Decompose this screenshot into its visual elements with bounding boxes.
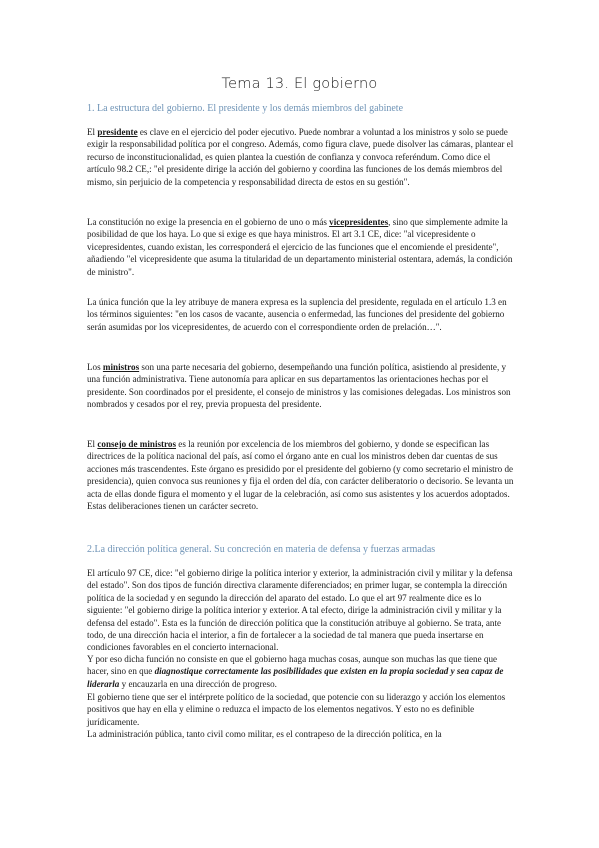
paragraph-text: , sino que simplemente admite la posibilidad de que los haya. Lo que si exige es que haya ministros. El art 3.1 CE, dice: "al vicepresidente o vicepresidentes, cuando existan, les corresponderá el ejercicio de las funciones que el encomiende el presidente", añadiendo "el vicepresidente que asuma la titularidad de un departamento ministerial ostentara, además, la condición de ministro". <box>87 217 513 277</box>
paragraph-articulo-97: El artículo 97 CE, dice: "el gobierno dirige la política interior y exterior, la administración civil y militar y la defensa del estado". Son dos tipos de función directiva claramente diferenciados; en primer lugar, se contempla la dirección política de la sociedad y en segundo la dirección del aparato del estado. Lo que el art 97 realmente dice es lo siguiente: "el gobierno dirige la política interior y exterior. A tal efecto, dirige la administración civil y militar y la defensa del estado". Esta es la función de dirección política que la constitución atribuye al gobierno. Se trata, ante todo, de una dirección hacia el interior, a fin de fortalecer a la sociedad de tal manera que pueda insertarse en condiciones favorables en el concierto internacional. <box>87 568 513 653</box>
paragraph-text: El <box>87 439 98 449</box>
page-title: Tema 13. El gobierno <box>221 76 378 92</box>
paragraph-vicepresidentes <box>87 216 519 278</box>
emphasis-text: diagnostique correctamente las posibilidades que existen en la propia sociedad y sea capaz de liderarla <box>87 666 504 689</box>
paragraph-interprete: El gobierno tiene que ser el intérprete político de la sociedad, que potencie con su liderazgo y acción los elementos positivos que hay en ella y elimine o reduzca el impacto de los elementos negativos. Y esto no es definible jurídicamente. <box>87 692 506 727</box>
paragraph-text: El <box>87 127 98 137</box>
section-heading-2: 2.La dirección política general. Su concreción en materia de defensa y fuerzas armadas <box>87 544 436 555</box>
paragraph-suplencia: La única función que la ley atribuye de manera expresa es la suplencia del presidente, regulada en el artículo 1.3 en los términos siguientes: "en los casos de vacante, ausencia o enfermedad, las funciones del presidente del gobierno serán asumidas por los vicepresidentes, de acuerdo con el correspondiente orden de prelación…". <box>87 297 507 332</box>
paragraph-ministros <box>87 361 519 411</box>
paragraph-text: Y por eso dicha función no consiste en que el gobierno haga muchas cosas, aunque son muchas las que tiene que hacer, sino en que <box>87 654 498 677</box>
paragraph-text: y encauzarla en una dirección de progreso. <box>119 678 277 689</box>
keyword-consejo-de-ministros: consejo de ministros <box>97 439 177 449</box>
keyword-ministros: ministros <box>102 362 140 372</box>
paragraph-presidente <box>87 126 519 188</box>
keyword-vicepresidentes: vicepresidentes <box>329 217 389 227</box>
paragraph-text: es la reunión por excelencia de los miembros del gobierno, y donde se especifican las directrices de la política nacional del país, así como el órgano ante en cual los ministros deben dar cuentas de sus acciones más trascendentes. Este órgano es presidido por el presidente del gobierno (y como secretario el ministro de presidencia), quien convoca sus reuniones y fija el orden del día, con carácter deliberatorio o decisorio. Se levanta un acta de ellas donde figura el momento y el lugar de la celebración, así como sus asistentes y los acuerdos adoptados. Estas deliberaciones tienen un carácter secreto. <box>87 439 514 512</box>
paragraph-administracion: La administración pública, tanto civil como militar, es el contrapeso de la dirección política, en la <box>87 729 442 739</box>
paragraph-text: son una parte necesaria del gobierno, desempeñando una función política, asistiendo al presidente, y una función administrativa. Tiene autonomía para aplicar en sus departamentos las orientaciones hechas por el presidente. Son coordinados por el presidente, el consejo de ministros y las comisiones delegadas. Los ministros son nombrados y cesados por el rey, previa propuesta del presidente. <box>87 362 511 410</box>
paragraph-text: La constitución no exige la presencia en el gobierno de uno o más <box>87 217 330 227</box>
section-heading-1: 1. La estructura del gobierno. El presidente y los demás miembros del gabinete <box>87 103 404 114</box>
keyword-presidente: presidente <box>97 127 138 137</box>
paragraph-consejo <box>87 438 519 512</box>
paragraph-text: Los <box>87 362 103 372</box>
paragraph-text: es clave en el ejercicio del poder ejecutivo. Puede nombrar a voluntad a los ministros y solo se puede exigir la responsabilidad política por el congreso. Además, como figura clave, puede disolver las cámaras, plantear el recurso de inconstitucionalidad, es quien plantea la cuestión de confianza y convoca referéndum. Como dice el artículo 98.2 CE,: "el presidente dirige la acción del gobierno y coordina las funciones de los demás miembros del mismo, sin perjuicio de la competencia y responsabilidad directa de estos en su gestión". <box>87 127 514 187</box>
paragraph-funcion <box>87 653 519 690</box>
